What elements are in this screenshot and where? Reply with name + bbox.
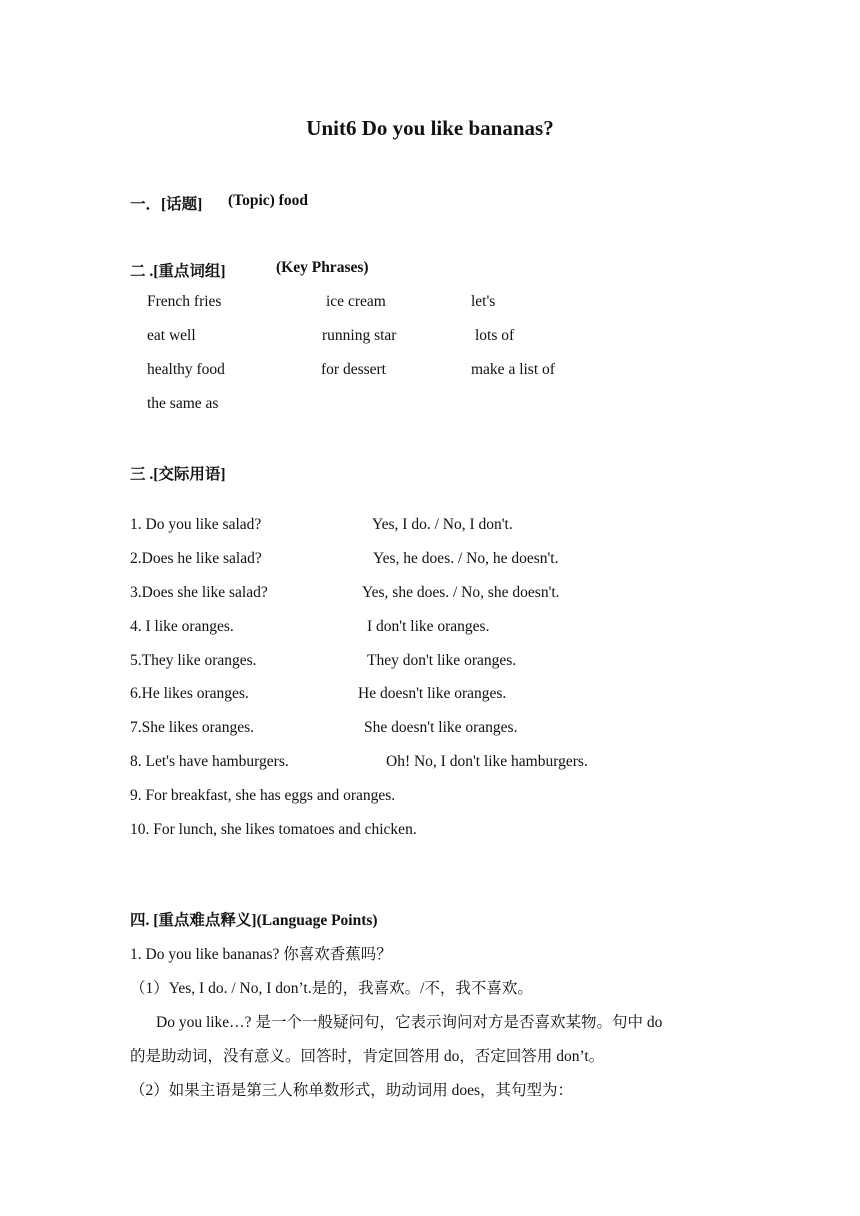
- language-point-line: Do you like…? 是一个一般疑问句，它表示询问对方是否喜欢某物。句中 do: [156, 1014, 663, 1031]
- phrase: for dessert: [321, 361, 386, 378]
- language-point-line: （1）Yes, I do. / No, I don’t.是的，我喜欢。/不，我不喜欢。: [130, 980, 533, 997]
- phrase: French fries: [147, 293, 222, 310]
- dialogue-line: 9. For breakfast, she has eggs and oranges.: [130, 787, 396, 804]
- phrase: running star: [322, 327, 397, 344]
- dialogue-question: 5.They like oranges.: [130, 652, 257, 669]
- language-point-line: （2）如果主语是第三人称单数形式，助动词用 does，其句型为：: [130, 1082, 574, 1099]
- page-title: Unit6 Do you like bananas?: [306, 116, 554, 140]
- dialogue-question: 3.Does she like salad?: [130, 584, 268, 601]
- dialogue-answer: Yes, she does. / No, she doesn't.: [362, 584, 560, 601]
- dialogue-question: 1. Do you like salad?: [130, 516, 262, 533]
- phrase: eat well: [147, 327, 196, 344]
- section-2-subtitle: (Key Phrases): [276, 259, 369, 276]
- phrase: the same as: [147, 395, 219, 412]
- dialogue-answer: Yes, I do. / No, I don't.: [372, 516, 513, 533]
- section-1-topic: (Topic) food: [228, 192, 308, 209]
- dialogue-question: 7.She likes oranges.: [130, 719, 254, 736]
- dialogue-answer: Yes, he does. / No, he doesn't.: [373, 550, 559, 567]
- dialogue-answer: I don't like oranges.: [367, 618, 490, 635]
- dialogue-question: 4. I like oranges.: [130, 618, 234, 635]
- dialogue-question: 6.He likes oranges.: [130, 685, 249, 702]
- phrase: make a list of: [471, 361, 555, 378]
- dialogue-line: 10. For lunch, she likes tomatoes and chicken.: [130, 821, 417, 838]
- dialogue-answer: He doesn't like oranges.: [358, 685, 507, 702]
- section-4-heading: 四. [重点难点释义](Language Points): [130, 912, 378, 929]
- phrase: lots of: [475, 327, 515, 344]
- phrase: let's: [471, 293, 496, 310]
- section-2-heading: 二 .[重点词组]: [130, 263, 226, 280]
- dialogue-question: 8. Let's have hamburgers.: [130, 753, 289, 770]
- language-point-line: 1. Do you like bananas? 你喜欢香蕉吗？: [130, 946, 392, 963]
- dialogue-answer: They don't like oranges.: [367, 652, 517, 669]
- dialogue-answer: She doesn't like oranges.: [364, 719, 518, 736]
- language-point-line: 的是助动词，没有意义。回答时，肯定回答用 do，否定回答用 don’t。: [130, 1048, 605, 1065]
- section-1-heading: 一．[话题]: [130, 196, 203, 213]
- dialogue-answer: Oh! No, I don't like hamburgers.: [386, 753, 588, 770]
- dialogue-question: 2.Does he like salad?: [130, 550, 262, 567]
- phrase: ice cream: [326, 293, 386, 310]
- phrase: healthy food: [147, 361, 225, 378]
- section-3-heading: 三 .[交际用语]: [130, 466, 226, 483]
